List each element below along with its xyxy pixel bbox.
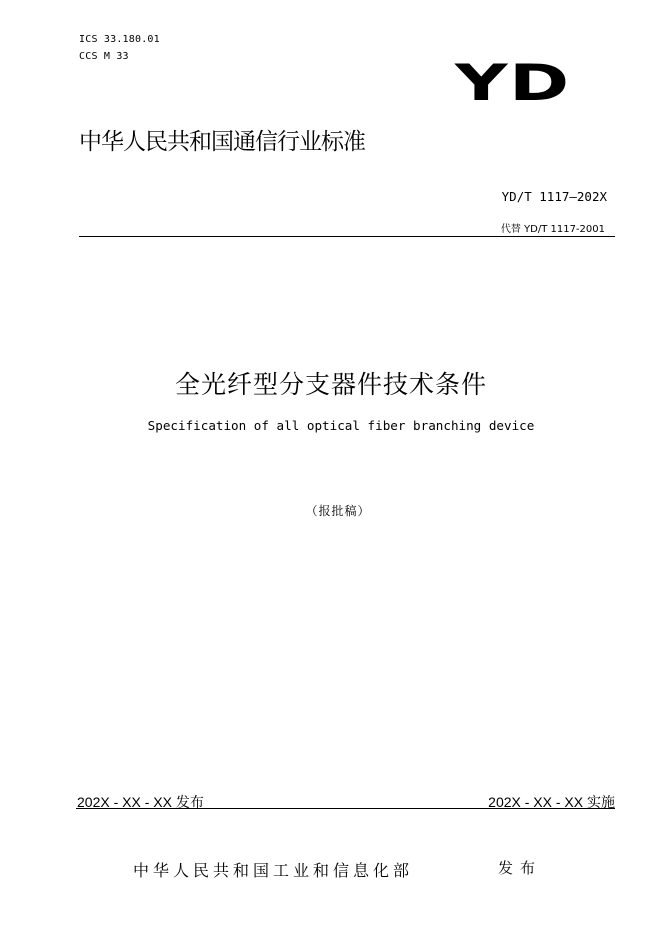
draft-status: （报批稿） <box>305 504 371 518</box>
industry-standard-heading: 中华人民共和国通信行业标准 <box>79 129 365 155</box>
implementation-date: 202X - XX - XX 实施 <box>488 794 615 810</box>
replaces-standard: 代替 YD/T 1117-2001 <box>500 224 605 235</box>
publish-label: 发布 <box>498 859 543 877</box>
footer-divider <box>76 808 615 809</box>
yd-logo: YD <box>455 54 571 112</box>
issuing-ministry: 中华人民共和国工业和信息化部 <box>133 861 414 880</box>
ccs-code: CCS M 33 <box>79 51 129 62</box>
document-title-chinese: 全光纤型分支器件技术条件 <box>174 370 487 399</box>
standard-number: YD/T 1117—202X <box>501 189 607 204</box>
ics-code: ICS 33.180.01 <box>79 34 160 45</box>
document-title-english: Specification of all optical fiber branching device <box>147 418 535 433</box>
issue-date: 202X - XX - XX 发布 <box>77 794 204 810</box>
header-divider <box>79 236 615 237</box>
